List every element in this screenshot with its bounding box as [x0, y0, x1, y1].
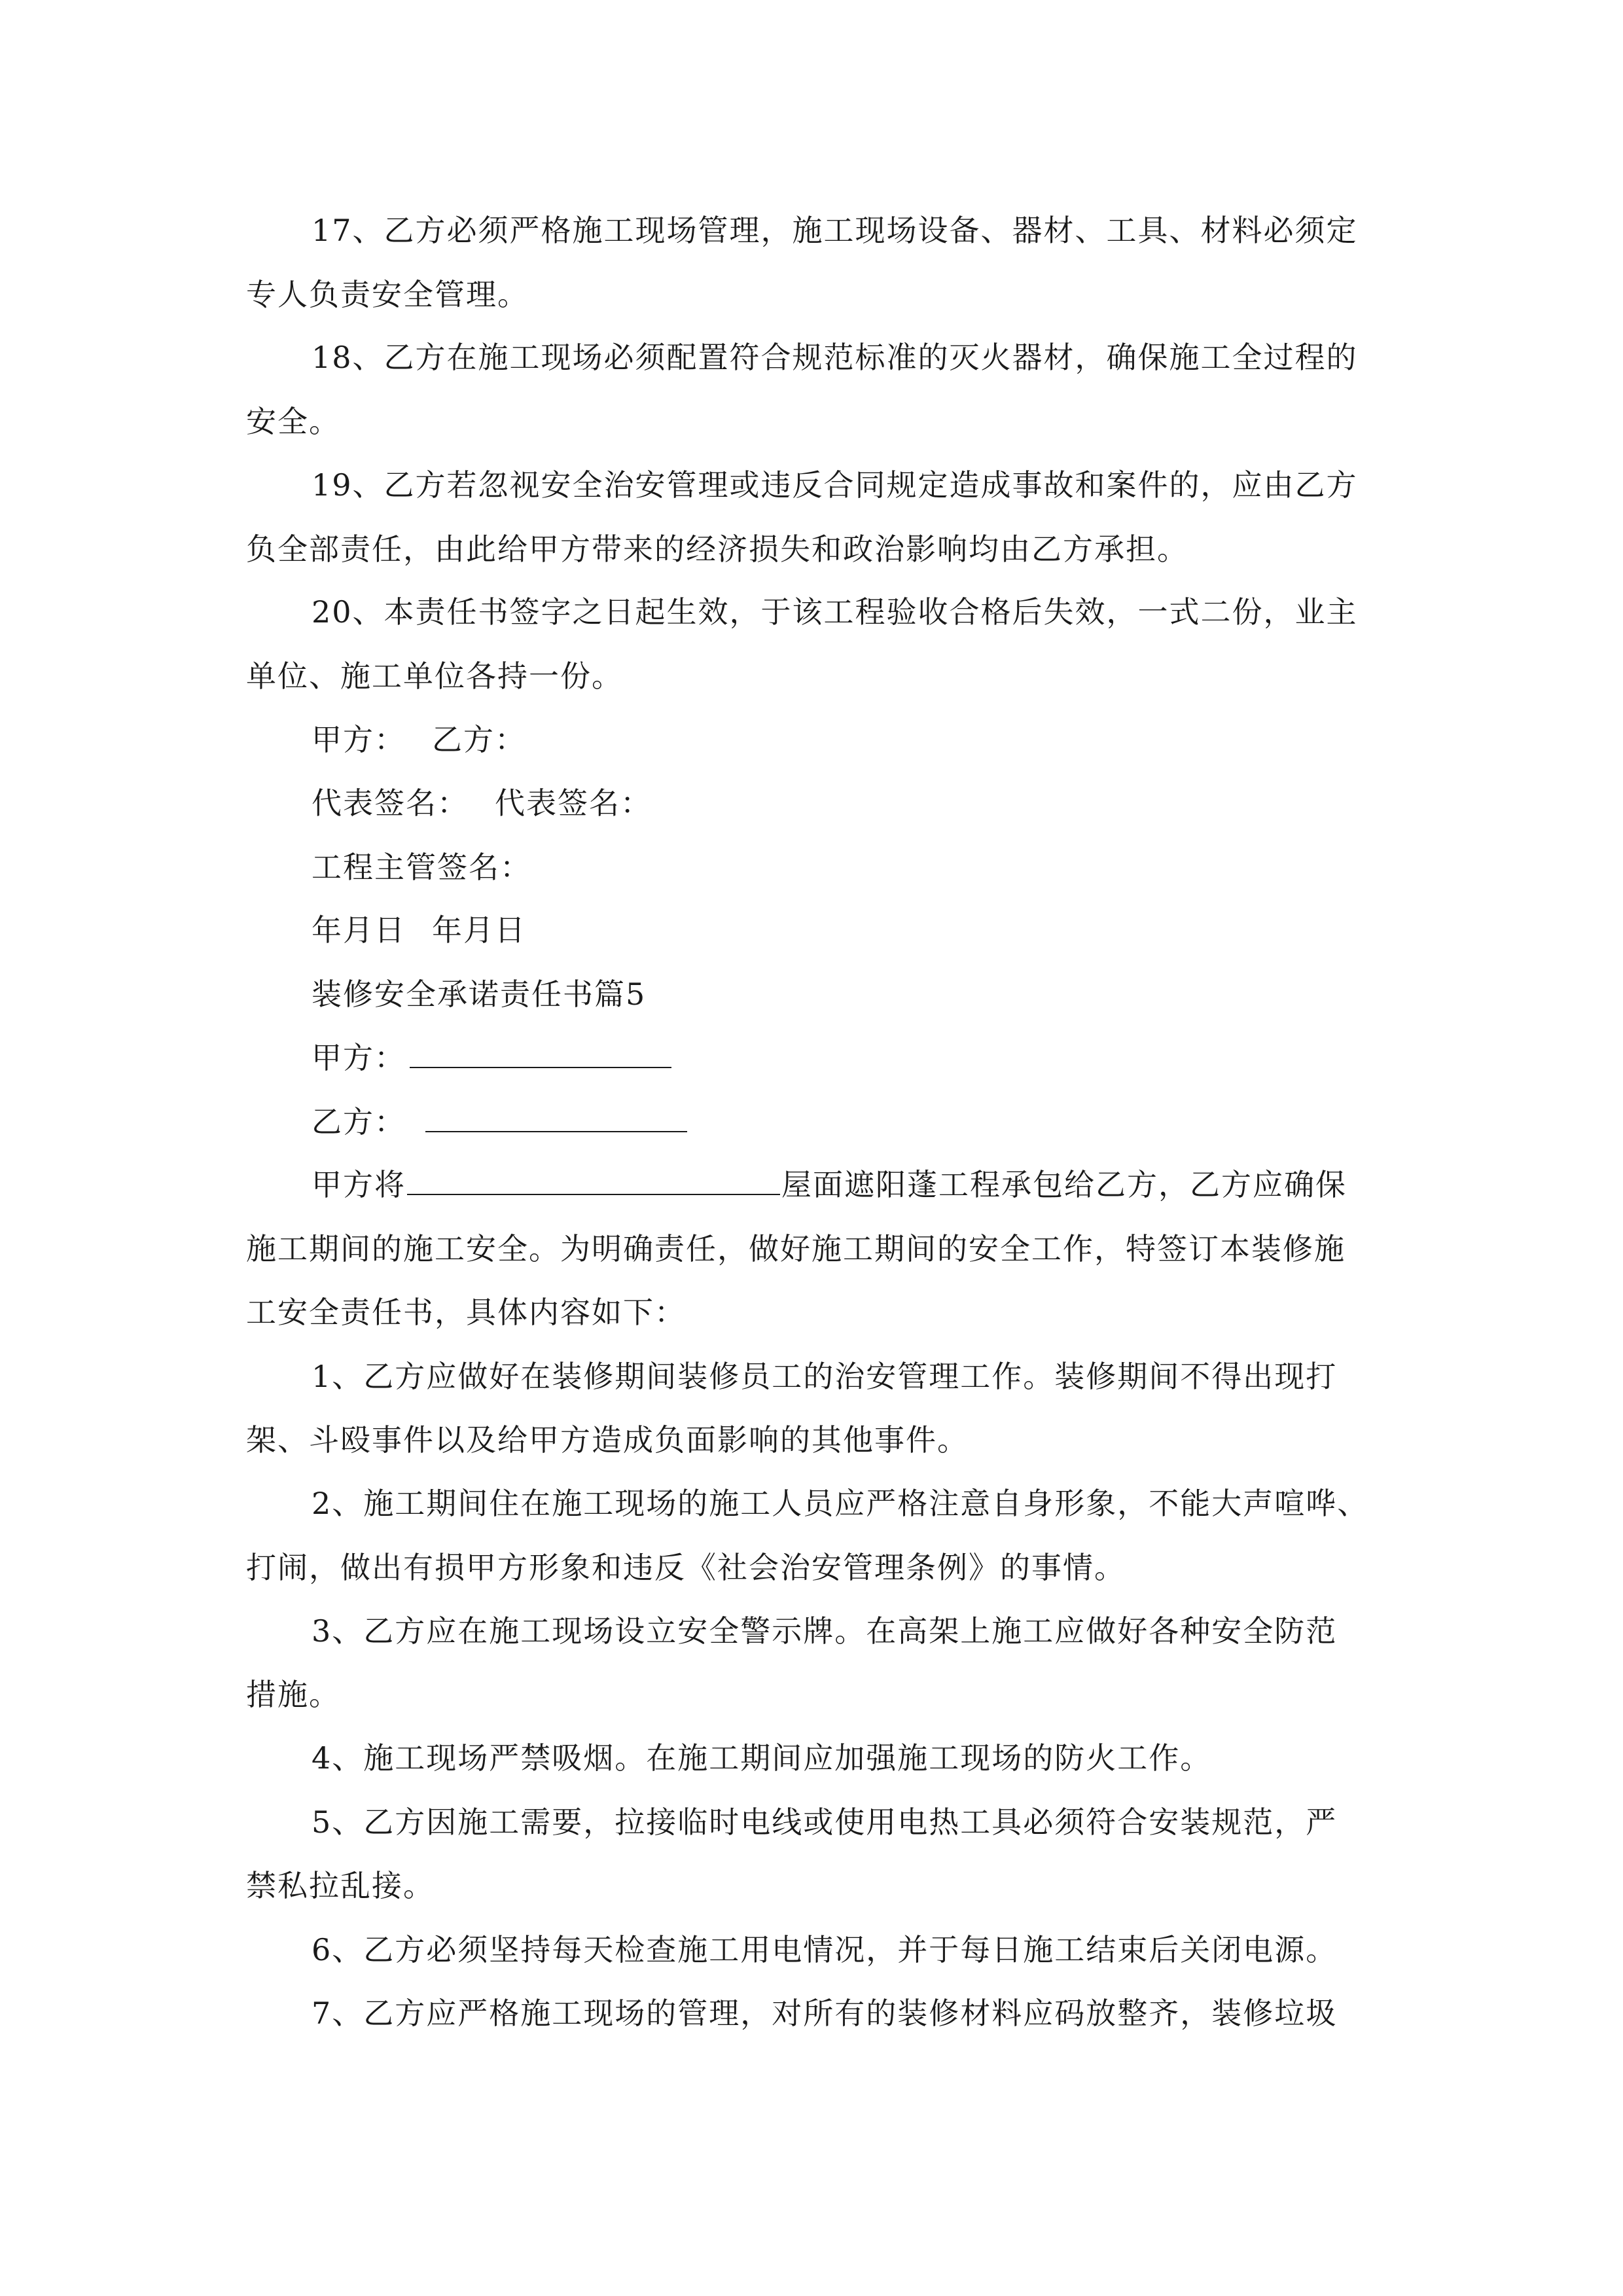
- item-4-line-1: 4、施工现场严禁吸烟。在施工期间应加强施工现场的防火工作。: [312, 1740, 1212, 1776]
- section-title: 装修安全承诺责任书篇5: [312, 977, 647, 1012]
- rep-a-label: 代表签名：: [312, 785, 469, 821]
- clause-19-line-2: 负全部责任，由此给甲方带来的经济损失和政治影响均由乙方承担。: [246, 531, 1188, 567]
- date-a: 年月日: [312, 912, 406, 948]
- clause-18-line-2: 安全。: [246, 404, 340, 439]
- clause-20-line-2: 单位、施工单位各持一份。: [246, 658, 623, 694]
- item-7-line-1: 7、乙方应严格施工现场的管理，对所有的装修材料应码放整齐，装修垃圾: [312, 1996, 1338, 2031]
- item-5-line-1: 5、乙方因施工需要，拉接临时电线或使用电热工具必须符合安装规范，严: [312, 1804, 1338, 1840]
- clause-19-line-1: 19、乙方若忽视安全治安管理或违反合同规定造成事故和案件的，应由乙方: [312, 467, 1358, 503]
- item-3-line-2: 措施。: [246, 1677, 340, 1712]
- intro-prefix: 甲方将: [312, 1167, 406, 1202]
- clause-17-line-1: 17、乙方必须严格施工现场管理，施工现场设备、器材、工具、材料必须定: [312, 213, 1358, 248]
- clause-17-line-2: 专人负责安全管理。: [246, 277, 529, 312]
- signature-parties: [312, 720, 526, 759]
- intro-suffix: 屋面遮阳蓬工程承包给乙方，乙方应确保: [781, 1167, 1347, 1202]
- party-a-field-label: 甲方：: [312, 1040, 406, 1075]
- signature-dates: [312, 910, 526, 950]
- party-a-field: [312, 1038, 671, 1077]
- item-3-line-1: 3、乙方应在施工现场设立安全警示牌。在高架上施工应做好各种安全防范: [312, 1613, 1338, 1649]
- party-b-field-label: 乙方：: [312, 1104, 406, 1139]
- clause-20-line-1: 20、本责任书签字之日起生效，于该工程验收合格后失效，一式二份，业主: [312, 594, 1358, 630]
- item-2-line-2: 打闹，做出有损甲方形象和违反《社会治安管理条例》的事情。: [246, 1550, 1126, 1585]
- party-b-blank: [425, 1102, 687, 1132]
- date-b: 年月日: [432, 912, 526, 948]
- intro-line-3: 工安全责任书，具体内容如下：: [246, 1295, 686, 1330]
- party-b-label: 乙方：: [432, 722, 526, 757]
- party-a-blank: [410, 1038, 671, 1068]
- item-1-line-2: 架、斗殴事件以及给甲方造成负面影响的其他事件。: [246, 1422, 969, 1458]
- party-a-label: 甲方：: [312, 722, 406, 757]
- item-1-line-1: 1、乙方应做好在装修期间装修员工的治安管理工作。装修期间不得出现打: [312, 1359, 1338, 1394]
- intro-line-2: 施工期间的施工安全。为明确责任，做好施工期间的安全工作，特签订本装修施: [246, 1231, 1346, 1266]
- item-5-line-2: 禁私拉乱接。: [246, 1868, 435, 1903]
- intro-line-1: [312, 1165, 1347, 1204]
- party-b-field: [312, 1102, 687, 1141]
- rep-b-label: 代表签名：: [495, 785, 652, 821]
- supervisor-signature-label: 工程主管签名：: [312, 850, 531, 885]
- clause-18-line-1: 18、乙方在施工现场必须配置符合规范标准的灭火器材，确保施工全过程的: [312, 340, 1358, 375]
- item-6-line-1: 6、乙方必须坚持每天检查施工用电情况，并于每日施工结束后关闭电源。: [312, 1932, 1338, 1967]
- item-2-line-1: 2、施工期间住在施工现场的施工人员应严格注意自身形象，不能大声喧哗、: [312, 1486, 1369, 1521]
- project-name-blank: [407, 1165, 780, 1195]
- signature-representatives: [312, 783, 652, 823]
